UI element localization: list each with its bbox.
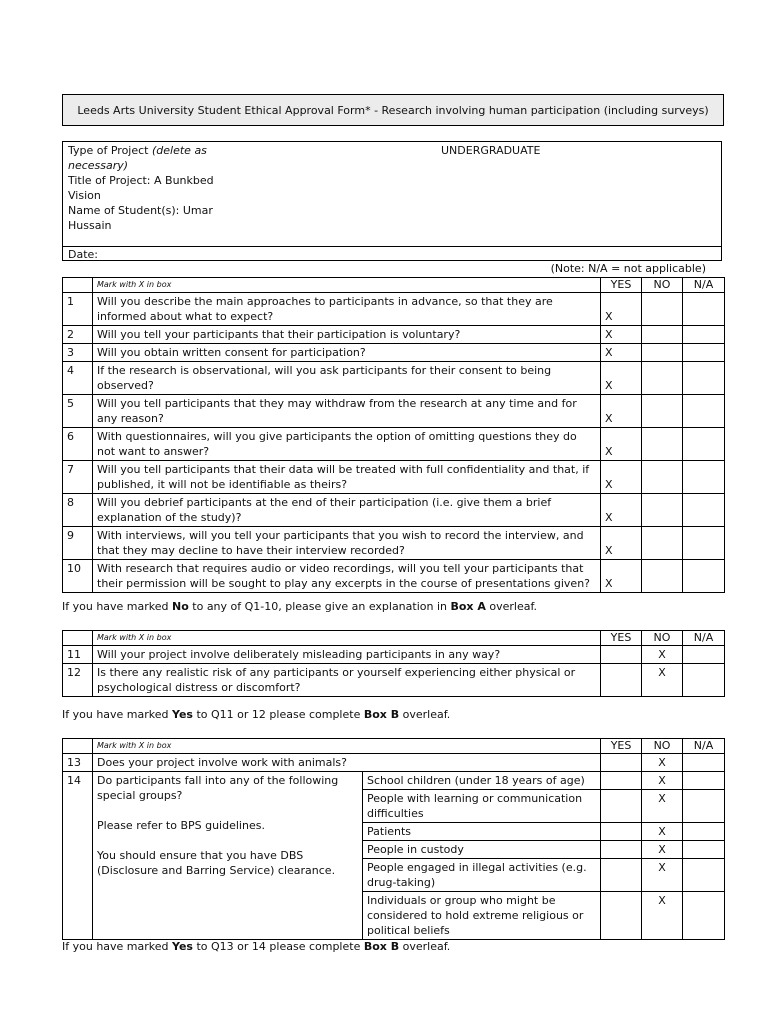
yes-cell[interactable]: X	[601, 428, 642, 461]
instr3-b: Yes	[172, 940, 193, 953]
question-number: 5	[63, 395, 93, 428]
question-number: 11	[63, 646, 93, 664]
yes-cell[interactable]	[601, 841, 642, 859]
mark-hint: Mark with X in box	[93, 631, 601, 646]
question-row-11	[63, 646, 725, 664]
date-label: Date:	[68, 248, 98, 261]
question-number: 12	[63, 664, 93, 697]
yes-cell[interactable]: X	[601, 494, 642, 527]
question-text: Will you obtain written consent for participation?	[93, 344, 601, 362]
group-text: People in custody	[363, 841, 601, 859]
question-text: Will you tell participants that they may withdraw from the research at any time and for any reason?	[93, 395, 601, 428]
yes-cell[interactable]	[601, 892, 642, 940]
yes-cell[interactable]: X	[601, 560, 642, 593]
question-number: 7	[63, 461, 93, 494]
yes-cell[interactable]	[601, 664, 642, 697]
yes-cell[interactable]: X	[601, 293, 642, 326]
instruction-3	[62, 940, 450, 953]
question-row-8	[63, 494, 725, 527]
no-cell[interactable]	[642, 461, 683, 494]
questions-table-2	[62, 630, 725, 697]
no-cell[interactable]: X	[642, 790, 683, 823]
mark-hint: Mark with X in box	[93, 739, 601, 754]
name-value[interactable]: Umar Hussain	[68, 204, 213, 232]
no-cell[interactable]	[642, 428, 683, 461]
yes-cell[interactable]: X	[601, 326, 642, 344]
no-cell[interactable]: X	[642, 646, 683, 664]
question-text: With research that requires audio or video recordings, will you tell your participants that their permission will be sought to play any excerpts in the course of presentations given?	[93, 560, 601, 593]
na-cell[interactable]	[683, 646, 725, 664]
yes-header: YES	[601, 739, 642, 754]
yes-header: YES	[601, 631, 642, 646]
na-cell[interactable]	[683, 560, 725, 593]
no-cell[interactable]: X	[642, 892, 683, 940]
na-cell[interactable]	[683, 892, 725, 940]
group-text: People with learning or communication difficulties	[363, 790, 601, 823]
question-number: 4	[63, 362, 93, 395]
na-cell[interactable]	[683, 772, 725, 790]
q14-text2: Please refer to BPS guidelines.	[97, 819, 265, 832]
questions-table-1	[62, 277, 725, 593]
na-cell[interactable]	[683, 395, 725, 428]
instr1-e: overleaf.	[485, 600, 538, 613]
question-row-3	[63, 344, 725, 362]
yes-cell[interactable]: X	[601, 362, 642, 395]
question-text: With interviews, will you tell your participants that you wish to record the interview, and that they may decline to have their interview recorded?	[93, 527, 601, 560]
question-row-5	[63, 395, 725, 428]
no-cell[interactable]	[642, 344, 683, 362]
na-note: (Note: N/A = not applicable)	[550, 262, 706, 275]
yes-cell[interactable]	[601, 754, 642, 772]
no-cell[interactable]	[642, 560, 683, 593]
instr3-e: overleaf.	[399, 940, 451, 953]
questions-table-3	[62, 738, 725, 940]
question-number: 6	[63, 428, 93, 461]
no-cell[interactable]	[642, 527, 683, 560]
instr1-c: to any of Q1-10, please give an explanation in	[188, 600, 451, 613]
instruction-2	[62, 708, 450, 721]
instr3-a: If you have marked	[62, 940, 173, 953]
na-cell[interactable]	[683, 841, 725, 859]
na-cell[interactable]	[683, 293, 725, 326]
question-row-9	[63, 527, 725, 560]
question-number: 10	[63, 560, 93, 593]
no-cell[interactable]	[642, 395, 683, 428]
yes-header: YES	[601, 278, 642, 293]
instruction-1	[62, 600, 537, 613]
question-text: With questionnaires, will you give participants the option of omitting questions they do not want to answer?	[93, 428, 601, 461]
question-row-6	[63, 428, 725, 461]
title-label: Title of Project:	[68, 174, 151, 187]
question-text: If the research is observational, will you ask participants for their consent to being observed?	[93, 362, 601, 395]
group-text: People engaged in illegal activities (e.g. drug-taking)	[363, 859, 601, 892]
no-cell[interactable]	[642, 293, 683, 326]
question-row-1	[63, 293, 725, 326]
no-cell[interactable]: X	[642, 772, 683, 790]
no-cell[interactable]: X	[642, 664, 683, 697]
question-text: Will you describe the main approaches to participants in advance, so that they are informed about what to expect?	[93, 293, 601, 326]
no-cell[interactable]	[642, 326, 683, 344]
na-cell[interactable]	[683, 527, 725, 560]
question-text: Will you tell participants that their data will be treated with full confidentiality and that, if published, it will not be identifiable as theirs?	[93, 461, 601, 494]
instr2-a: If you have marked	[62, 708, 173, 721]
na-header: N/A	[683, 278, 725, 293]
na-cell[interactable]	[683, 461, 725, 494]
question-row-2	[63, 326, 725, 344]
form-title-text: Leeds Arts University Student Ethical Approval Form* - Research involving human participation (including surveys)	[77, 103, 709, 117]
yes-cell[interactable]	[601, 772, 642, 790]
instr2-c: to Q11 or 12 please complete	[192, 708, 364, 721]
instr2-b: Yes	[172, 708, 193, 721]
na-cell[interactable]	[683, 754, 725, 772]
na-cell[interactable]	[683, 859, 725, 892]
question-number: 8	[63, 494, 93, 527]
no-header: NO	[642, 631, 683, 646]
question-row-7	[63, 461, 725, 494]
table-header-row	[63, 278, 725, 293]
question-text: Will you tell your participants that their participation is voluntary?	[93, 326, 601, 344]
type-hint: (delete as necessary)	[68, 144, 207, 172]
yes-cell[interactable]: X	[601, 527, 642, 560]
title-value[interactable]: A Bunkbed Vision	[68, 174, 214, 202]
question-row-13	[63, 754, 725, 772]
na-cell[interactable]	[683, 823, 725, 841]
question-number: 9	[63, 527, 93, 560]
instr1-b: No	[172, 600, 189, 613]
group-text: School children (under 18 years of age)	[363, 772, 601, 790]
no-cell[interactable]: X	[642, 754, 683, 772]
na-header: N/A	[683, 739, 725, 754]
no-cell[interactable]: X	[642, 841, 683, 859]
yes-cell[interactable]	[601, 790, 642, 823]
question-text: Does your project involve work with animals?	[93, 754, 601, 772]
no-header: NO	[642, 278, 683, 293]
question-text: Is there any realistic risk of any participants or yourself experiencing either physical or psychological distress or discomfort?	[93, 664, 601, 697]
no-header: NO	[642, 739, 683, 754]
na-header: N/A	[683, 631, 725, 646]
na-cell[interactable]	[683, 494, 725, 527]
name-label: Name of Student(s):	[68, 204, 180, 217]
yes-cell[interactable]	[601, 823, 642, 841]
yes-cell[interactable]	[601, 646, 642, 664]
table-header-row	[63, 631, 725, 646]
mark-hint: Mark with X in box	[93, 278, 601, 293]
instr3-d: Box B	[363, 940, 400, 953]
yes-cell[interactable]: X	[601, 344, 642, 362]
project-labels	[68, 143, 243, 233]
date-row[interactable]	[63, 246, 721, 263]
question-row-14	[63, 772, 725, 790]
question-number: 1	[63, 293, 93, 326]
question-number: 3	[63, 344, 93, 362]
q14-description	[93, 772, 363, 940]
type-label: Type of Project	[68, 144, 149, 157]
no-cell[interactable]	[642, 362, 683, 395]
question-number: 14	[63, 772, 93, 940]
na-cell[interactable]	[683, 344, 725, 362]
yes-cell[interactable]	[601, 859, 642, 892]
type-value[interactable]: UNDERGRADUATE	[441, 144, 541, 157]
question-number: 13	[63, 754, 93, 772]
question-text: Will you debrief participants at the end of their participation (i.e. give them a brief explanation of the study)?	[93, 494, 601, 527]
question-row-4	[63, 362, 725, 395]
table-header-row	[63, 739, 725, 754]
na-cell[interactable]	[683, 362, 725, 395]
yes-cell[interactable]: X	[601, 461, 642, 494]
group-text: Individuals or group who might be considered to hold extreme religious or political beliefs	[363, 892, 601, 940]
question-row-12	[63, 664, 725, 697]
instr2-e: overleaf.	[399, 708, 451, 721]
group-text: Patients	[363, 823, 601, 841]
instr1-a: If you have marked	[62, 600, 173, 613]
question-row-10	[63, 560, 725, 593]
na-cell[interactable]	[683, 790, 725, 823]
q14-text3: You should ensure that you have DBS (Disclosure and Barring Service) clearance.	[97, 849, 336, 877]
no-cell[interactable]	[642, 494, 683, 527]
na-cell[interactable]	[683, 428, 725, 461]
question-number: 2	[63, 326, 93, 344]
na-cell[interactable]	[683, 664, 725, 697]
no-cell[interactable]: X	[642, 823, 683, 841]
form-title	[62, 94, 724, 126]
q14-text1: Do participants fall into any of the following special groups?	[97, 774, 339, 802]
instr3-c: to Q13 or 14 please complete	[192, 940, 364, 953]
yes-cell[interactable]: X	[601, 395, 642, 428]
no-cell[interactable]: X	[642, 859, 683, 892]
project-details	[62, 141, 722, 261]
instr1-d: Box A	[450, 600, 486, 613]
question-text: Will your project involve deliberately misleading participants in any way?	[93, 646, 601, 664]
instr2-d: Box B	[363, 708, 400, 721]
na-cell[interactable]	[683, 326, 725, 344]
